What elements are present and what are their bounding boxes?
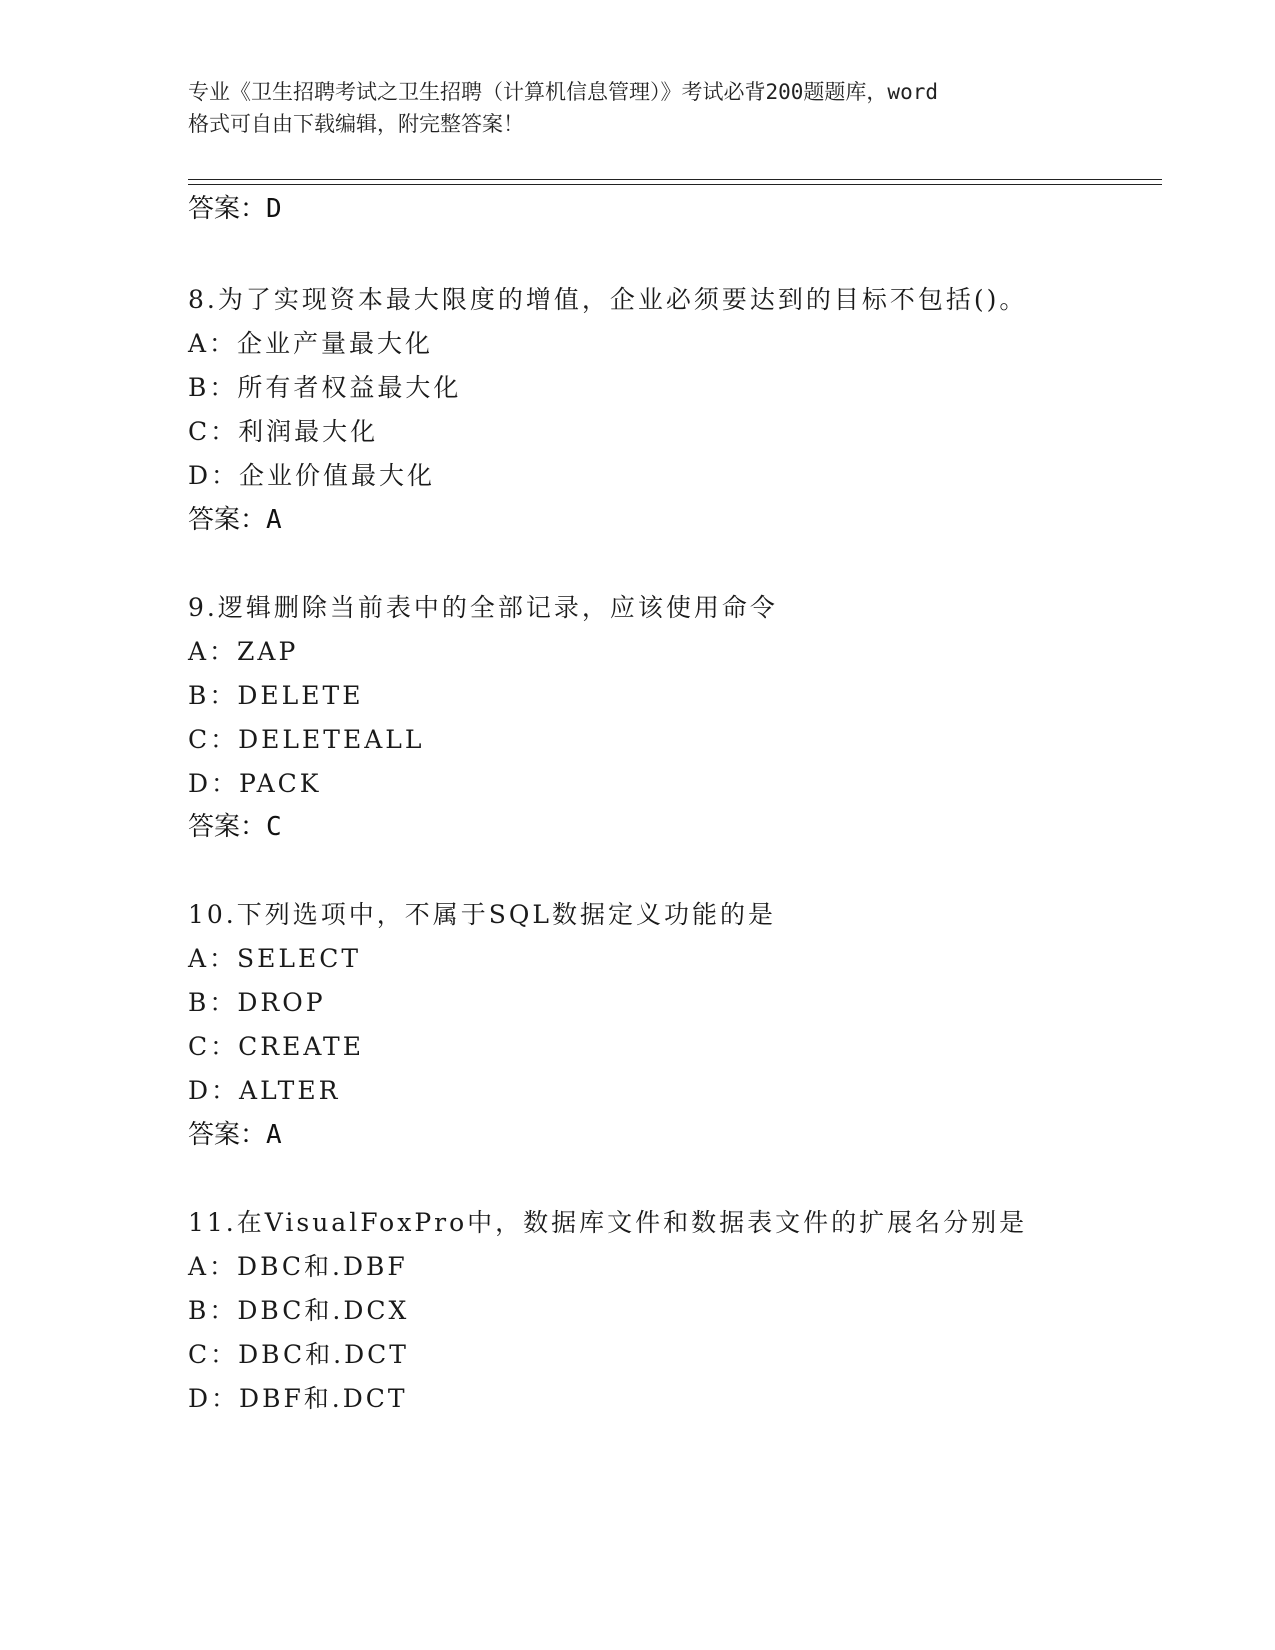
question-9-option-d: D：PACK [188,769,322,798]
question-9-answer: 答案：C [188,812,282,842]
header-line-2: 格式可自由下载编辑，附完整答案！ [188,112,524,136]
question-8-stem: 8.为了实现资本最大限度的增值，企业必须要达到的目标不包括()。 [188,285,1028,314]
question-9-option-c: C：DELETEALL [188,725,425,754]
header-line-1: 专业《卫生招聘考试之卫生招聘（计算机信息管理）》考试必背200题题库，word [188,80,938,104]
question-10-option-b: B：DROP [188,988,326,1017]
question-10-option-d: D：ALTER [188,1076,341,1105]
question-11-option-a: A：DBC和.DBF [188,1252,408,1281]
question-10-stem: 10.下列选项中，不属于SQL数据定义功能的是 [188,900,776,929]
previous-answer: 答案：D [188,194,282,224]
question-11-stem: 11.在VisualFoxPro中，数据库文件和数据表文件的扩展名分别是 [188,1208,1028,1237]
question-11-option-c: C：DBC和.DCT [188,1340,409,1369]
question-11-option-d: D：DBF和.DCT [188,1384,408,1413]
question-9-option-a: A：ZAP [188,637,299,666]
question-8-option-c: C：利润最大化 [188,417,379,446]
header-divider-top [188,179,1162,180]
question-9-option-b: B：DELETE [188,681,364,710]
question-11-option-b: B：DBC和.DCX [188,1296,410,1325]
question-9-stem: 9.逻辑删除当前表中的全部记录，应该使用命令 [188,593,778,622]
document-header [188,76,1108,140]
question-8-option-b: B：所有者权益最大化 [188,373,462,402]
question-8-option-d: D：企业价值最大化 [188,461,436,490]
question-8-option-a: A：企业产量最大化 [188,329,434,358]
question-10-option-c: C：CREATE [188,1032,364,1061]
question-10-option-a: A：SELECT [188,944,362,973]
question-10-answer: 答案：A [188,1120,282,1150]
question-8-answer: 答案：A [188,505,282,535]
header-divider-bottom [188,184,1162,185]
